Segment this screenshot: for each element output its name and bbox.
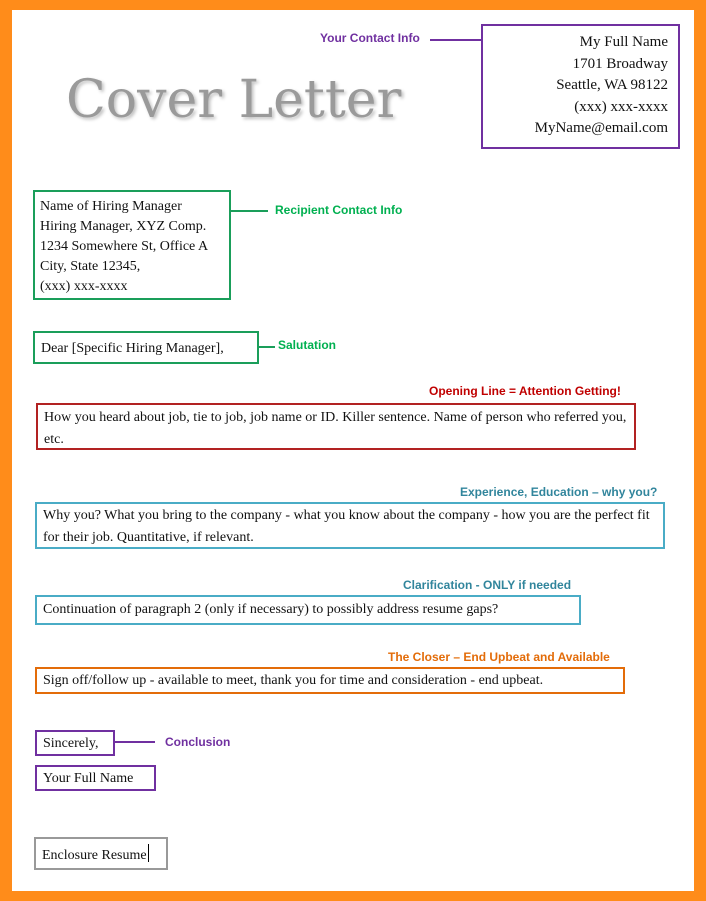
salutation-box[interactable] bbox=[33, 331, 259, 364]
conclusion-connector-line bbox=[115, 741, 155, 743]
recipient-line: Name of Hiring Manager bbox=[40, 199, 182, 214]
experience-box[interactable] bbox=[35, 502, 665, 549]
salutation-connector-line bbox=[259, 346, 275, 348]
enclosure-text: Enclosure Resume bbox=[42, 848, 147, 863]
closer-label: The Closer – End Upbeat and Available bbox=[388, 650, 610, 664]
text-cursor bbox=[148, 844, 149, 862]
salutation-label: Salutation bbox=[278, 338, 337, 352]
recipient-contact-box[interactable] bbox=[33, 190, 231, 300]
experience-text: Why you? What you bring to the company - what you know about the company - how you are the perfect fit for their job. Quantitative, if relevant. bbox=[43, 508, 650, 545]
closer-box[interactable] bbox=[35, 667, 625, 694]
closer-text: Sign off/follow up - available to meet, thank you for time and consideration - end upbeat. bbox=[43, 673, 544, 688]
sign-off-text: Sincerely, bbox=[43, 736, 99, 751]
sender-connector-line bbox=[430, 39, 482, 41]
opening-box[interactable] bbox=[36, 403, 636, 450]
full-name-box[interactable] bbox=[35, 765, 156, 791]
page-title: Cover Letter bbox=[66, 70, 402, 130]
opening-label: Opening Line = Attention Getting! bbox=[429, 384, 621, 398]
conclusion-label: Conclusion bbox=[165, 735, 231, 749]
sender-contact-box[interactable] bbox=[481, 24, 680, 149]
sender-line: 1701 Broadway bbox=[572, 55, 668, 72]
salutation-text: Dear [Specific Hiring Manager], bbox=[41, 341, 224, 356]
sign-off-box[interactable] bbox=[35, 730, 115, 756]
recipient-line: City, State 12345, bbox=[40, 259, 141, 274]
opening-text: How you heard about job, tie to job, job name or ID. Killer sentence. Name of person who referred you, etc. bbox=[44, 410, 627, 447]
recipient-label: Recipient Contact Info bbox=[275, 203, 403, 217]
clarification-label: Clarification - ONLY if needed bbox=[403, 578, 572, 592]
sender-label: Your Contact Info bbox=[320, 31, 420, 45]
sender-line: Seattle, WA 98122 bbox=[556, 77, 668, 93]
recipient-line: Hiring Manager, XYZ Comp. bbox=[40, 219, 207, 234]
recipient-line: (xxx) xxx-xxxx bbox=[40, 279, 128, 294]
enclosure-box[interactable] bbox=[34, 837, 168, 870]
sender-line: MyName@email.com bbox=[534, 120, 668, 136]
sender-line: My Full Name bbox=[579, 34, 668, 50]
experience-label: Experience, Education – why you? bbox=[460, 485, 658, 499]
sender-line: (xxx) xxx-xxxx bbox=[574, 98, 668, 115]
clarification-box[interactable] bbox=[35, 595, 581, 625]
full-name-text: Your Full Name bbox=[43, 771, 134, 786]
clarification-text: Continuation of paragraph 2 (only if necessary) to possibly address resume gaps? bbox=[43, 602, 499, 617]
recipient-line: 1234 Somewhere St, Office A bbox=[40, 239, 209, 254]
recipient-connector-line bbox=[231, 210, 268, 212]
